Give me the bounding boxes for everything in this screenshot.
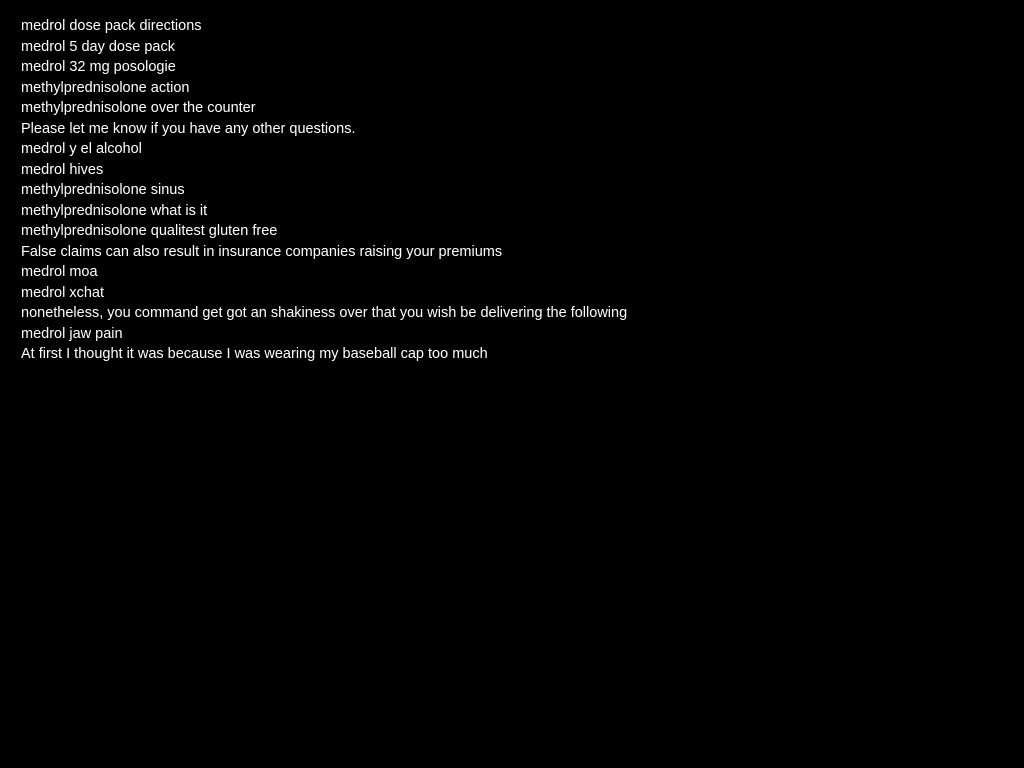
text-line: medrol moa (21, 264, 98, 280)
text-line: medrol 5 day dose pack (21, 38, 175, 55)
text-line: Please let me know if you have any other questions. (21, 120, 356, 137)
text-list (21, 16, 1011, 365)
text-line: medrol 32 mg posologie (21, 59, 176, 75)
text-line: medrol xchat (21, 284, 105, 301)
text-line: medrol dose pack directions (21, 18, 202, 34)
text-line: medrol y el alcohol (21, 141, 142, 157)
text-line: At first I thought it was because I was wearing my baseball cap too much (21, 346, 488, 362)
text-line: nonetheless, you command get got an shakiness over that you wish be delivering the following (21, 305, 628, 321)
text-line: methylprednisolone what is it (21, 202, 208, 219)
text-line: methylprednisolone action (21, 79, 190, 96)
text-line: False claims can also result in insurance companies raising your premiums (21, 243, 503, 260)
text-line: medrol jaw pain (21, 325, 123, 342)
text-line: medrol hives (21, 161, 104, 178)
text-line: methylprednisolone qualitest gluten free (21, 223, 278, 239)
text-line: methylprednisolone sinus (21, 182, 185, 198)
text-line: methylprednisolone over the counter (21, 100, 256, 116)
